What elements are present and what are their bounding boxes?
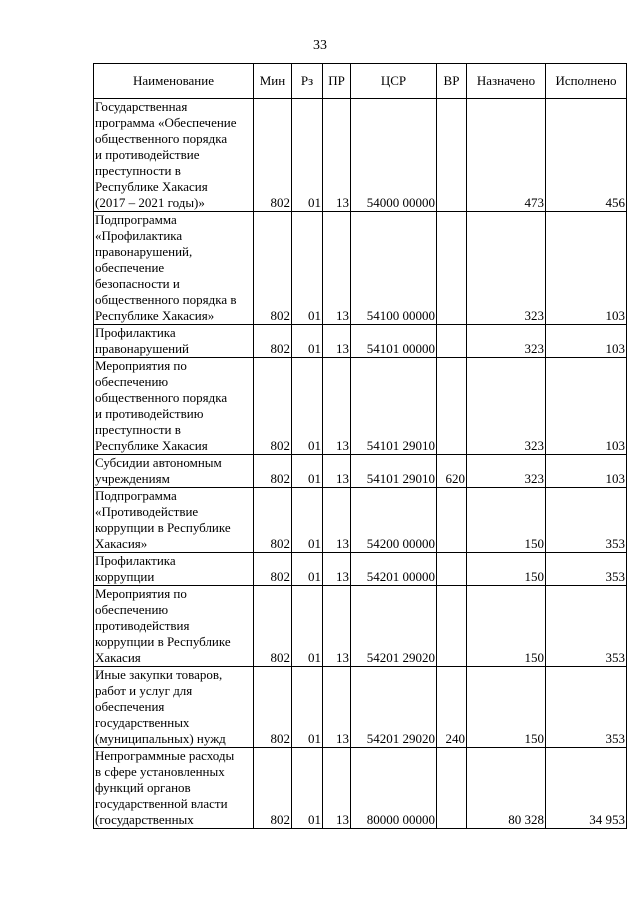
row-name-line: Субсидии автономным: [95, 455, 222, 470]
cell-csr: 54100 00000: [351, 212, 437, 325]
row-name-line: работ и услуг для: [95, 683, 193, 698]
cell-vr: 240: [437, 667, 467, 748]
row-name-line: Республике Хакасия: [95, 179, 208, 194]
cell-pr: 13: [323, 488, 351, 553]
cell-rz: 01: [292, 212, 323, 325]
cell-min: 802: [254, 212, 292, 325]
row-name-line: коррупции в Республике: [95, 634, 231, 649]
cell-rz: 01: [292, 553, 323, 586]
row-name-line: коррупции: [95, 569, 155, 584]
row-name: [94, 667, 254, 748]
cell-executed: 103: [546, 325, 627, 358]
row-name-line: преступности в: [95, 163, 181, 178]
row-name-line: правонарушений: [95, 341, 189, 356]
row-name-line: Хакасия: [95, 650, 141, 665]
cell-executed: 34 953: [546, 748, 627, 829]
row-name-line: программа «Обеспечение: [95, 115, 237, 130]
row-name-line: Государственная: [95, 99, 188, 114]
cell-csr: 54101 29010: [351, 455, 437, 488]
row-name-line: (муниципальных) нужд: [95, 731, 226, 746]
table-row: [94, 553, 627, 586]
row-name-line: и противодействию: [95, 406, 204, 421]
cell-pr: 13: [323, 212, 351, 325]
cell-assigned: 150: [467, 553, 546, 586]
cell-pr: 13: [323, 99, 351, 212]
header-vr: ВР: [437, 64, 467, 99]
row-name-line: Республике Хакасия: [95, 438, 208, 453]
row-name: [94, 488, 254, 553]
row-name-line: обеспечения: [95, 699, 165, 714]
cell-pr: 13: [323, 455, 351, 488]
row-name-line: обеспечение: [95, 260, 165, 275]
cell-assigned: 150: [467, 586, 546, 667]
row-name-line: общественного порядка: [95, 131, 228, 146]
cell-pr: 13: [323, 325, 351, 358]
row-name-line: обеспечению: [95, 374, 169, 389]
cell-csr: 54000 00000: [351, 99, 437, 212]
cell-assigned: 323: [467, 212, 546, 325]
row-name-line: Профилактика: [95, 325, 176, 340]
cell-vr: [437, 488, 467, 553]
cell-pr: 13: [323, 748, 351, 829]
cell-min: 802: [254, 667, 292, 748]
row-name-line: «Профилактика: [95, 228, 183, 243]
cell-rz: 01: [292, 99, 323, 212]
cell-rz: 01: [292, 586, 323, 667]
cell-vr: [437, 358, 467, 455]
cell-vr: 620: [437, 455, 467, 488]
table-row: [94, 325, 627, 358]
row-name-line: Подпрограмма: [95, 488, 177, 503]
row-name-line: общественного порядка в: [95, 292, 237, 307]
cell-vr: [437, 99, 467, 212]
cell-rz: 01: [292, 488, 323, 553]
row-name: [94, 99, 254, 212]
cell-min: 802: [254, 358, 292, 455]
header-csr: ЦСР: [351, 64, 437, 99]
cell-rz: 01: [292, 358, 323, 455]
cell-executed: 103: [546, 212, 627, 325]
row-name-line: (государственных: [95, 812, 194, 827]
cell-executed: 456: [546, 99, 627, 212]
row-name-line: Мероприятия по: [95, 358, 187, 373]
table-row: [94, 455, 627, 488]
cell-pr: 13: [323, 553, 351, 586]
row-name-line: Профилактика: [95, 553, 176, 568]
row-name-line: коррупции в Республике: [95, 520, 231, 535]
cell-csr: 54201 00000: [351, 553, 437, 586]
cell-csr: 54201 29020: [351, 667, 437, 748]
cell-assigned: 150: [467, 488, 546, 553]
table-row: [94, 212, 627, 325]
table-row: [94, 667, 627, 748]
cell-csr: 54101 29010: [351, 358, 437, 455]
header-rz: Рз: [292, 64, 323, 99]
row-name-line: преступности в: [95, 422, 181, 437]
table-header-row: [94, 64, 627, 99]
row-name-line: Подпрограмма: [95, 212, 177, 227]
table-row: [94, 586, 627, 667]
cell-min: 802: [254, 748, 292, 829]
table-row: [94, 488, 627, 553]
row-name-line: общественного порядка: [95, 390, 228, 405]
row-name-line: Мероприятия по: [95, 586, 187, 601]
cell-csr: 54200 00000: [351, 488, 437, 553]
header-pr: ПР: [323, 64, 351, 99]
cell-vr: [437, 748, 467, 829]
cell-vr: [437, 586, 467, 667]
row-name: [94, 358, 254, 455]
cell-csr: 54201 29020: [351, 586, 437, 667]
cell-rz: 01: [292, 667, 323, 748]
header-name: Наименование: [94, 64, 254, 99]
row-name-line: Хакасия»: [95, 536, 148, 551]
row-name: [94, 325, 254, 358]
cell-vr: [437, 212, 467, 325]
cell-rz: 01: [292, 748, 323, 829]
row-name: [94, 748, 254, 829]
row-name-line: Непрограммные расходы: [95, 748, 235, 763]
row-name-line: «Противодействие: [95, 504, 199, 519]
row-name-line: государственных: [95, 715, 190, 730]
budget-table: [93, 63, 627, 829]
table-row: [94, 748, 627, 829]
cell-min: 802: [254, 553, 292, 586]
cell-min: 802: [254, 586, 292, 667]
header-executed: Исполнено: [546, 64, 627, 99]
header-assigned: Назначено: [467, 64, 546, 99]
row-name-line: и противодействие: [95, 147, 200, 162]
cell-assigned: 323: [467, 455, 546, 488]
cell-executed: 353: [546, 667, 627, 748]
cell-min: 802: [254, 99, 292, 212]
cell-pr: 13: [323, 358, 351, 455]
row-name-line: правонарушений,: [95, 244, 193, 259]
cell-vr: [437, 325, 467, 358]
row-name: [94, 553, 254, 586]
cell-executed: 353: [546, 488, 627, 553]
header-min: Мин: [254, 64, 292, 99]
cell-executed: 353: [546, 553, 627, 586]
cell-csr: 54101 00000: [351, 325, 437, 358]
row-name-line: обеспечению: [95, 602, 169, 617]
cell-assigned: 323: [467, 325, 546, 358]
cell-assigned: 473: [467, 99, 546, 212]
table-body: [94, 99, 627, 829]
cell-assigned: 323: [467, 358, 546, 455]
row-name-line: безопасности и: [95, 276, 180, 291]
cell-executed: 103: [546, 358, 627, 455]
row-name-line: Республике Хакасия»: [95, 308, 215, 323]
row-name: [94, 586, 254, 667]
cell-csr: 80000 00000: [351, 748, 437, 829]
row-name-line: противодействия: [95, 618, 190, 633]
cell-min: 802: [254, 488, 292, 553]
cell-min: 802: [254, 455, 292, 488]
cell-executed: 353: [546, 586, 627, 667]
cell-rz: 01: [292, 455, 323, 488]
cell-min: 802: [254, 325, 292, 358]
cell-rz: 01: [292, 325, 323, 358]
row-name-line: Иные закупки товаров,: [95, 667, 223, 682]
row-name-line: функций органов: [95, 780, 191, 795]
row-name-line: (2017 – 2021 годы)»: [95, 195, 205, 210]
cell-executed: 103: [546, 455, 627, 488]
row-name-line: учреждениям: [95, 471, 170, 486]
table-row: [94, 358, 627, 455]
cell-vr: [437, 553, 467, 586]
cell-assigned: 80 328: [467, 748, 546, 829]
row-name: [94, 455, 254, 488]
cell-assigned: 150: [467, 667, 546, 748]
page-number: 33: [313, 38, 327, 53]
cell-pr: 13: [323, 586, 351, 667]
row-name-line: государственной власти: [95, 796, 228, 811]
cell-pr: 13: [323, 667, 351, 748]
row-name-line: в сфере установленных: [95, 764, 225, 779]
row-name: [94, 212, 254, 325]
table-row: [94, 99, 627, 212]
